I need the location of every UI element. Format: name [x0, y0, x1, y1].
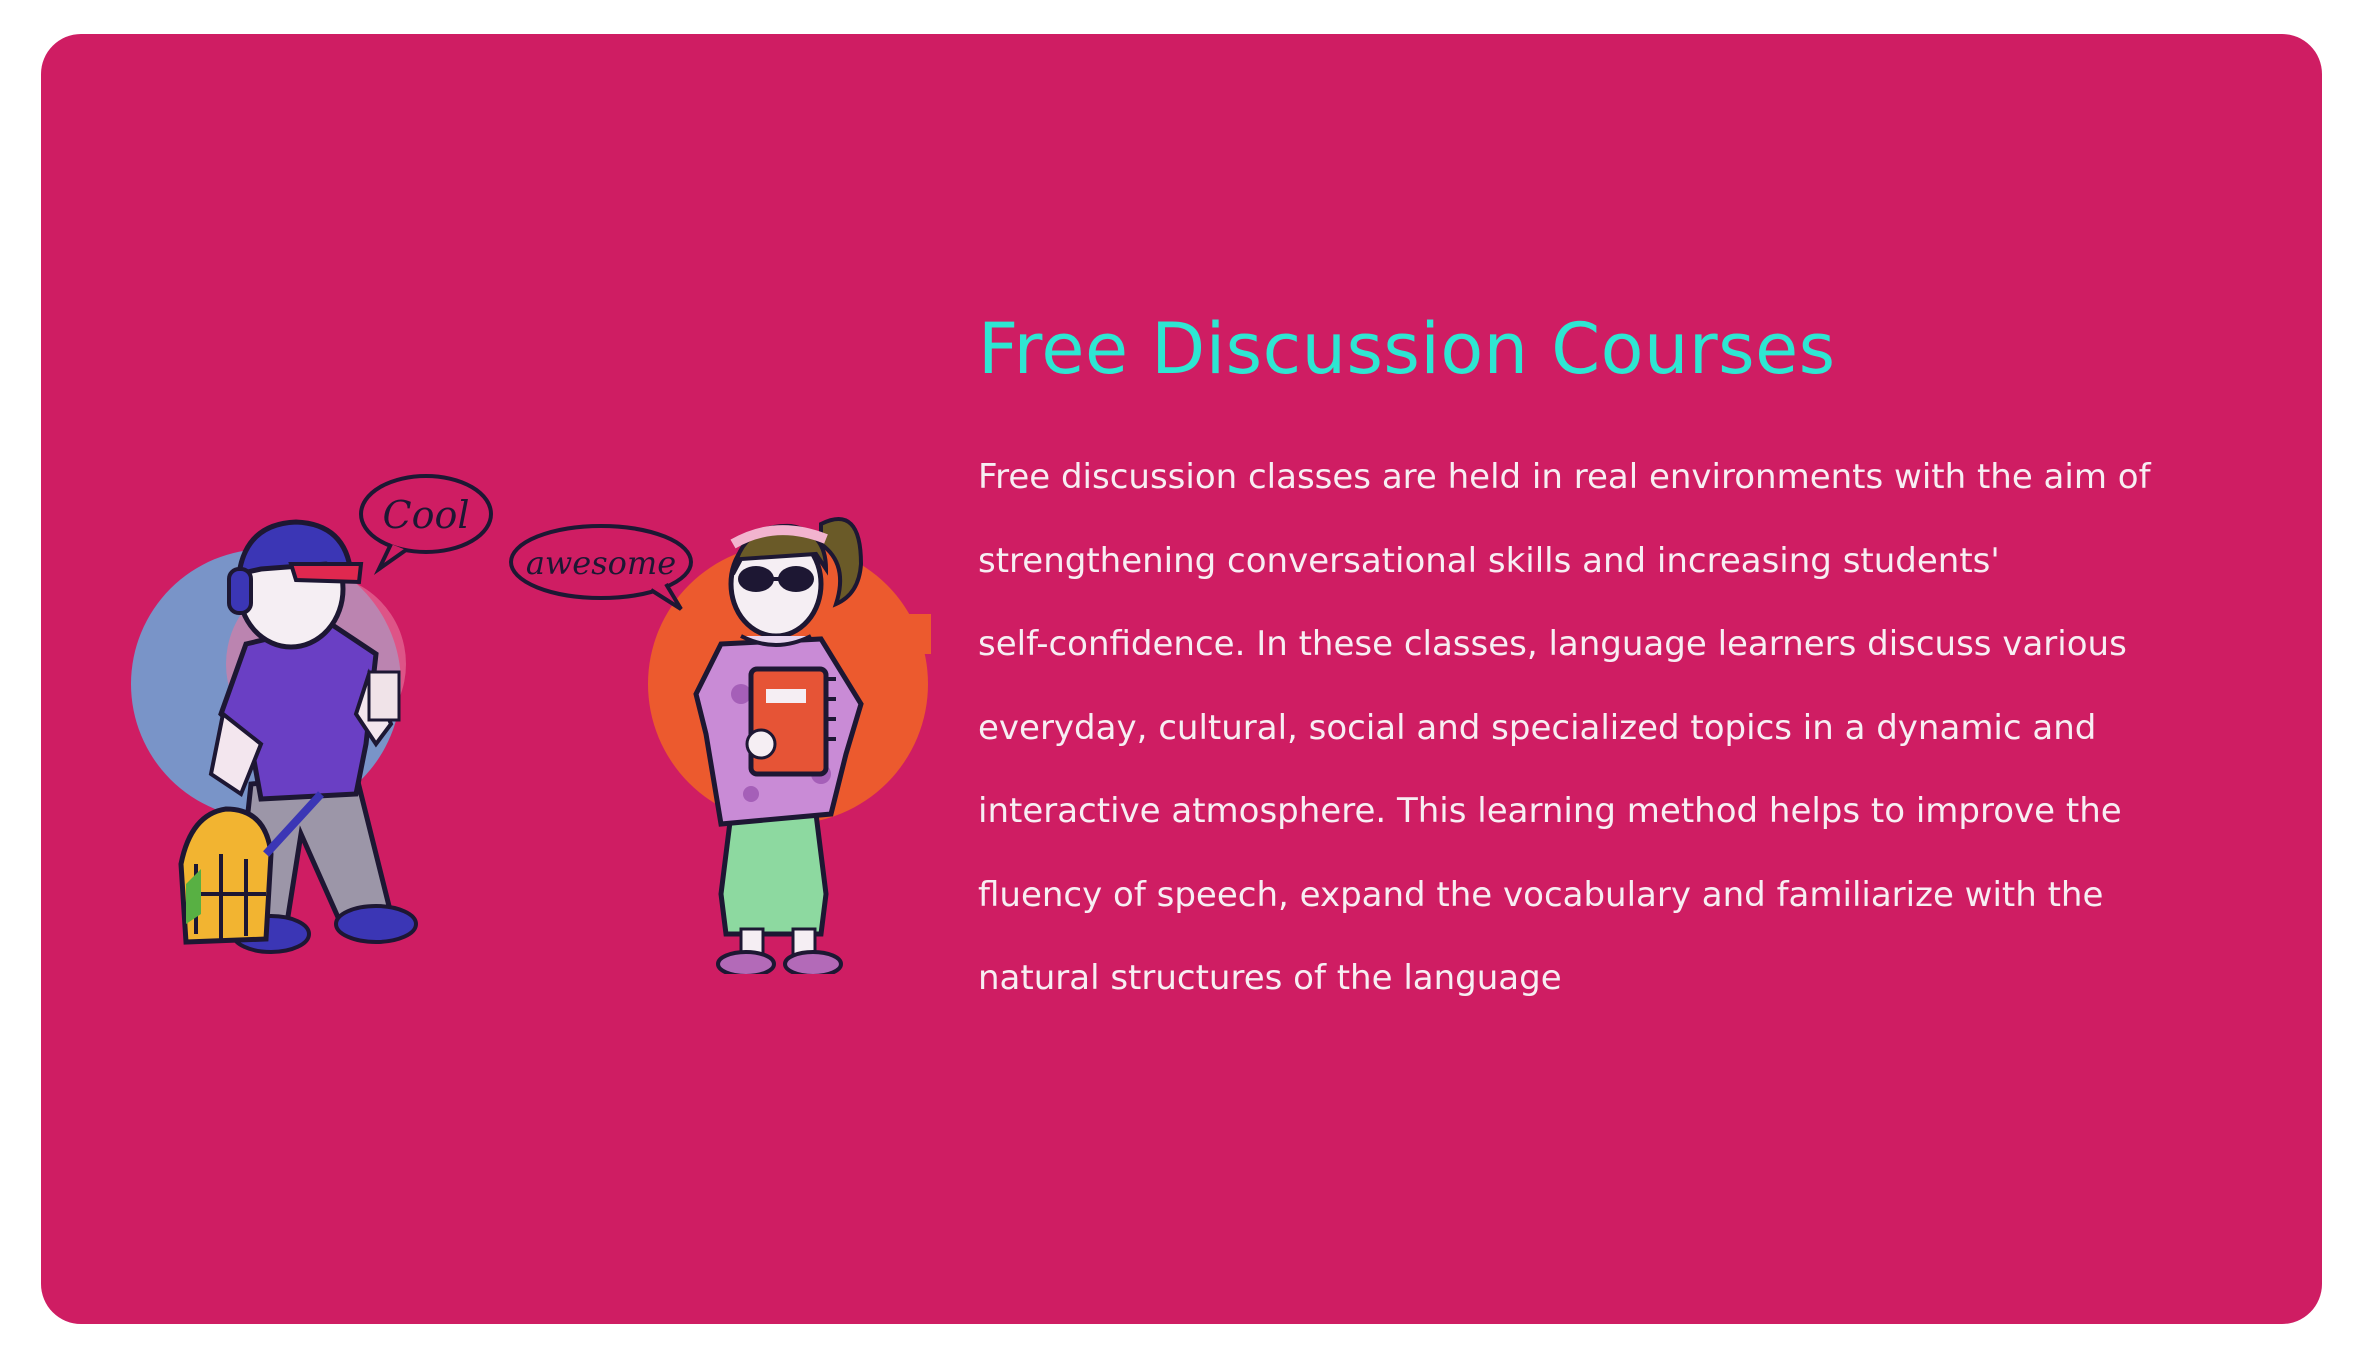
paragraph-line: everyday, cultural, social and specialized topics in a dynamic and [978, 707, 2097, 748]
paragraph-line: self-confidence. In these classes, language learners discuss various [978, 624, 2127, 664]
course-card [41, 34, 2322, 1324]
students-illustration [101, 414, 961, 974]
paragraph-line: Free discussion classes are held in real environments with the aim of [978, 457, 2151, 497]
paragraph-line: strengthening conversational skills and increasing students' [978, 540, 2000, 581]
bubble-text-cool: Cool [382, 493, 470, 537]
speech-bubble-awesome [511, 526, 691, 609]
bubble-text-awesome: awesome [525, 544, 677, 582]
paragraph-line: fluency of speech, expand the vocabulary and familiarize with the [978, 874, 2104, 915]
section-title: Free Discussion Courses [978, 308, 1836, 390]
section-paragraph [978, 436, 2228, 1021]
paragraph-line: natural structures of the language [978, 958, 1562, 998]
paragraph-line: interactive atmosphere. This learning method helps to improve the [978, 791, 2122, 831]
course-description [978, 304, 2278, 1021]
speech-bubble-cool [361, 476, 491, 569]
